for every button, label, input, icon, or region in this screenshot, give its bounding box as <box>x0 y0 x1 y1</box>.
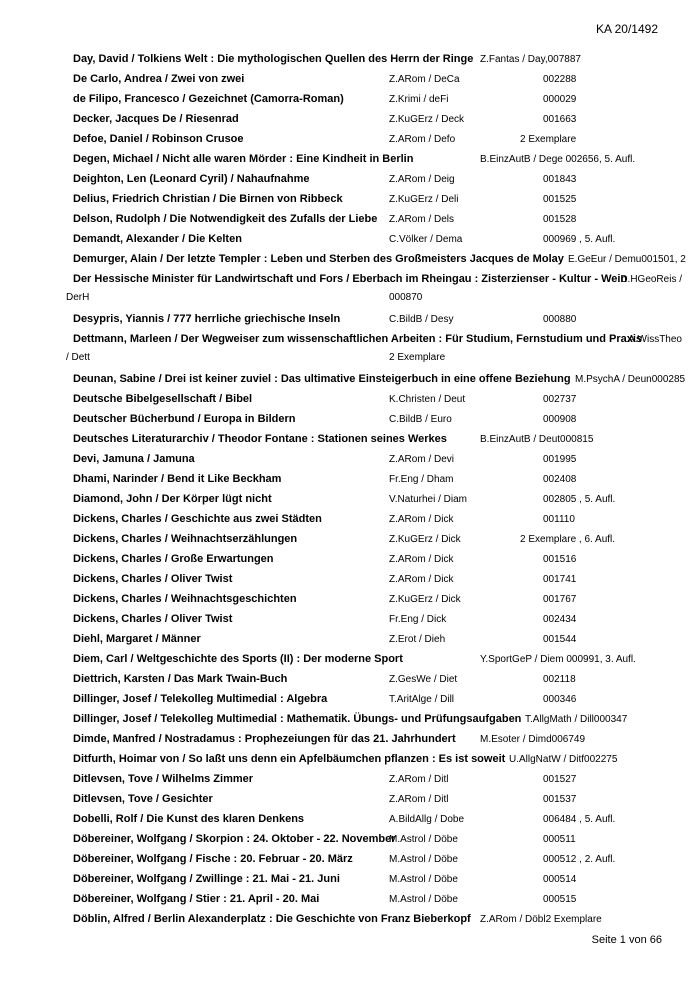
entry-title: Desypris, Yiannis / 777 herrliche griechische Inseln <box>73 313 341 325</box>
catalog-entry <box>0 752 700 772</box>
catalog-entry <box>0 572 700 592</box>
catalog-entry <box>0 332 700 372</box>
entry-number: 000515 <box>543 894 577 905</box>
catalog-entry <box>0 112 700 132</box>
catalog-entry <box>0 232 700 252</box>
entry-signature: Fr.Eng / Dick <box>389 614 447 625</box>
entry-number: 2 Exemplare , 6. Aufl. <box>520 534 616 545</box>
entry-signature: Z.KuGErz / Dick <box>389 594 461 605</box>
entry-number: 001537 <box>543 794 577 805</box>
entry-title: Demurger, Alain / Der letzte Templer : Leben und Sterben des Großmeisters Jacques de Molay <box>73 253 564 265</box>
entry-signature: C.BildB / Desy <box>389 314 454 325</box>
entry-title: Deutscher Bücherbund / Europa in Bildern <box>73 413 296 425</box>
entry-title: Dhami, Narinder / Bend it Like Beckham <box>73 473 282 485</box>
catalog-entry <box>0 412 700 432</box>
entry-title: Dickens, Charles / Oliver Twist <box>73 573 233 585</box>
catalog-entry <box>0 792 700 812</box>
entry-number: 002408 <box>543 474 577 485</box>
entry-number: 001767 <box>543 594 577 605</box>
catalog-entry <box>0 212 700 232</box>
entry-signature: Fr.Eng / Dham <box>389 474 454 485</box>
document-id: KA 20/1492 <box>595 22 658 36</box>
entry-signature-continued: / Dett <box>66 352 90 363</box>
entry-title: Döbereiner, Wolfgang / Fische : 20. Februar - 20. März <box>73 853 353 865</box>
catalog-entry <box>0 512 700 532</box>
entry-number: 001527 <box>543 774 577 785</box>
entry-signature: Z.ARom / Deig <box>389 174 455 185</box>
catalog-entry <box>0 732 700 752</box>
catalog-entry <box>0 552 700 572</box>
entry-number: 000029 <box>543 94 577 105</box>
catalog-entry <box>0 632 700 652</box>
entry-number: 001516 <box>543 554 577 565</box>
entry-number: 000870 <box>389 292 423 303</box>
catalog-entry <box>0 532 700 552</box>
entry-number: 001528 <box>543 214 577 225</box>
catalog-entry <box>0 72 700 92</box>
entry-title: Döbereiner, Wolfgang / Skorpion : 24. Oktober - 22. November <box>73 833 396 845</box>
entry-signature: A.BildAllg / Dobe <box>389 814 465 825</box>
entry-number: 000514 <box>543 874 577 885</box>
entry-number: 001525 <box>543 194 577 205</box>
entry-title: Döbereiner, Wolfgang / Zwillinge : 21. Mai - 21. Juni <box>73 873 340 885</box>
entry-title: Dickens, Charles / Oliver Twist <box>73 613 233 625</box>
entry-title: Ditlevsen, Tove / Wilhelms Zimmer <box>73 773 254 785</box>
entry-number: 002737 <box>543 394 577 405</box>
entry-title: Diettrich, Karsten / Das Mark Twain-Buch <box>73 673 288 685</box>
entry-number: 001995 <box>543 454 577 465</box>
entry-signature: D.HGeoReis / <box>620 274 682 285</box>
catalog-entry <box>0 912 700 932</box>
entry-title: De Carlo, Andrea / Zwei von zwei <box>73 73 245 85</box>
entry-signature: Z.ARom / Dick <box>389 554 454 565</box>
entry-signature: Z.Krimi / deFi <box>389 94 449 105</box>
entry-signature: B.EinzAutB / Dege 002656, 5. Aufl. <box>480 154 636 165</box>
entry-signature: Z.ARom / Devi <box>389 454 455 465</box>
entry-number: 000969 , 5. Aufl. <box>543 234 616 245</box>
catalog-entry <box>0 92 700 112</box>
catalog-entry <box>0 612 700 632</box>
entry-title: Deunan, Sabine / Drei ist keiner zuviel : Das ultimative Einsteigerbuch in eine offene Beziehung <box>73 373 571 385</box>
entry-title: Dickens, Charles / Weihnachtserzählungen <box>73 533 298 545</box>
entry-title: Döblin, Alfred / Berlin Alexanderplatz : Die Geschichte von Franz Bieberkopf <box>73 913 471 925</box>
entry-number: 000346 <box>543 694 577 705</box>
entry-number: 000511 <box>543 834 576 845</box>
catalog-entry <box>0 852 700 872</box>
entry-number: 002118 <box>543 674 576 685</box>
catalog-entry <box>0 492 700 512</box>
catalog-entry <box>0 832 700 852</box>
entry-number: 001741 <box>543 574 577 585</box>
entry-signature: Y.SportGeP / Diem 000991, 3. Aufl. <box>480 654 636 665</box>
entry-signature: M.Astrol / Döbe <box>389 874 458 885</box>
catalog-entry <box>0 672 700 692</box>
entry-title: Dillinger, Josef / Telekolleg Multimedial : Algebra <box>73 693 328 705</box>
catalog-entry <box>0 152 700 172</box>
entry-title: Demandt, Alexander / Die Kelten <box>73 233 242 245</box>
page-number: Seite 1 von 66 <box>591 934 662 946</box>
entry-number: 000908 <box>543 414 577 425</box>
entry-title: Deighton, Len (Leonard Cyril) / Nahaufnahme <box>73 173 310 185</box>
entry-signature: Z.ARom / Ditl <box>389 794 449 805</box>
entry-signature: B.EinzAutB / Deut000815 <box>480 434 594 445</box>
entry-signature: Z.ARom / Dick <box>389 514 454 525</box>
entry-signature: Z.KuGErz / Dick <box>389 534 461 545</box>
entry-title: Devi, Jamuna / Jamuna <box>73 453 195 465</box>
catalog-entry <box>0 472 700 492</box>
catalog-entry <box>0 192 700 212</box>
entry-signature: Z.ARom / Defo <box>389 134 456 145</box>
entry-title: Dobelli, Rolf / Die Kunst des klaren Denkens <box>73 813 305 825</box>
entry-number: 006484 , 5. Aufl. <box>543 814 616 825</box>
entry-number: 002434 <box>543 614 577 625</box>
entry-title: Defoe, Daniel / Robinson Crusoe <box>73 133 244 145</box>
entry-signature: Z.ARom / Dels <box>389 214 455 225</box>
catalog-entry <box>0 172 700 192</box>
entry-number: 000880 <box>543 314 577 325</box>
entry-title: Day, David / Tolkiens Welt : Die mythologischen Quellen des Herrn der Ringe <box>73 53 474 65</box>
entry-signature: M.PsychA / Deun000285 <box>575 374 686 385</box>
entry-title: Der Hessische Minister für Landwirtschaft und Fors / Eberbach im Rheingau : Zisterzienser - Kultur - Wein <box>73 273 628 285</box>
entry-signature: M.Astrol / Döbe <box>389 854 458 865</box>
entry-number: 002805 , 5. Aufl. <box>543 494 616 505</box>
entry-title: Deutsche Bibelgesellschaft / Bibel <box>73 393 253 405</box>
entry-signature: Z.KuGErz / Deli <box>389 194 459 205</box>
entry-title: Decker, Jacques De / Riesenrad <box>73 113 239 125</box>
entry-title: Dimde, Manfred / Nostradamus : Prophezeiungen für das 21. Jahrhundert <box>73 733 456 745</box>
entry-title: Dickens, Charles / Geschichte aus zwei Städten <box>73 513 322 525</box>
catalog-entry <box>0 712 700 732</box>
entry-title: Ditfurth, Hoimar von / So laßt uns denn ein Apfelbäumchen pflanzen : Es ist soweit <box>73 753 506 765</box>
catalog-entry <box>0 392 700 412</box>
entry-signature: E.GeEur / Demu001501, 2 <box>568 254 686 265</box>
entry-title: Deutsches Literaturarchiv / Theodor Fontane : Stationen seines Werkes <box>73 433 447 445</box>
catalog-entry <box>0 252 700 272</box>
entry-title: de Filipo, Francesco / Gezeichnet (Camorra-Roman) <box>73 93 344 105</box>
entry-number: 001110 <box>543 514 575 525</box>
catalog-entry <box>0 132 700 152</box>
entry-signature: K.Christen / Deut <box>389 394 466 405</box>
entry-signature: C.Völker / Dema <box>389 234 463 245</box>
entry-signature: Z.ARom / Döbl2 Exemplare <box>480 914 602 925</box>
entry-title: Diem, Carl / Weltgeschichte des Sports (II) : Der moderne Sport <box>73 653 403 665</box>
entry-number: 2 Exemplare <box>520 134 577 145</box>
catalog-entry <box>0 772 700 792</box>
entry-number: 001663 <box>543 114 577 125</box>
catalog-entry <box>0 372 700 392</box>
entry-number: 2 Exemplare <box>389 352 446 363</box>
catalog-entry <box>0 52 700 72</box>
entry-signature: M.Esoter / Dimd006749 <box>480 734 586 745</box>
entry-title: Degen, Michael / Nicht alle waren Mörder : Eine Kindheit in Berlin <box>73 153 414 165</box>
entry-signature-continued: DerH <box>66 292 90 303</box>
catalog-entry <box>0 892 700 912</box>
entry-signature: Z.GesWe / Diet <box>389 674 458 685</box>
entry-signature: M.Astrol / Döbe <box>389 894 458 905</box>
entry-signature: M.Astrol / Döbe <box>389 834 458 845</box>
entry-signature: U.AllgNatW / Ditf002275 <box>509 754 618 765</box>
entry-title: Diamond, John / Der Körper lügt nicht <box>73 493 272 505</box>
entry-signature: Z.ARom / Dick <box>389 574 454 585</box>
entry-number: 001843 <box>543 174 577 185</box>
entry-title: Dickens, Charles / Große Erwartungen <box>73 553 274 565</box>
catalog-entry <box>0 652 700 672</box>
catalog-entry <box>0 272 700 312</box>
entry-signature: Z.Erot / Dieh <box>389 634 446 645</box>
entry-title: Dickens, Charles / Weihnachtsgeschichten <box>73 593 297 605</box>
catalog-entry <box>0 812 700 832</box>
entry-signature: C.BildB / Euro <box>389 414 452 425</box>
entry-signature: V.Naturhei / Diam <box>389 494 467 505</box>
entry-number: 002288 <box>543 74 577 85</box>
entry-signature: Z.Fantas / Day,007887 <box>480 54 581 65</box>
entry-signature: Z.ARom / DeCa <box>389 74 460 85</box>
entry-signature: Z.ARom / Ditl <box>389 774 449 785</box>
entry-title: Diehl, Margaret / Männer <box>73 633 201 645</box>
entry-title: Delius, Friedrich Christian / Die Birnen von Ribbeck <box>73 193 343 205</box>
entry-title: Ditlevsen, Tove / Gesichter <box>73 793 213 805</box>
entry-signature: A.WissTheo <box>628 334 682 345</box>
entry-title: Dettmann, Marleen / Der Wegweiser zum wissenschaftlichen Arbeiten : Für Studium, Fernstudium und Praxis <box>73 333 643 345</box>
entry-signature: T.AllgMath / Dill000347 <box>525 714 628 725</box>
catalog-entry <box>0 312 700 332</box>
entry-number: 001544 <box>543 634 577 645</box>
catalog-entry <box>0 592 700 612</box>
catalog-entry <box>0 432 700 452</box>
entry-number: 000512 , 2. Aufl. <box>543 854 616 865</box>
entry-title: Delson, Rudolph / Die Notwendigkeit des Zufalls der Liebe <box>73 213 378 225</box>
entry-title: Döbereiner, Wolfgang / Stier : 21. April - 20. Mai <box>73 893 320 905</box>
catalog-list <box>0 52 700 932</box>
entry-title: Dillinger, Josef / Telekolleg Multimedial : Mathematik. Übungs- und Prüfungsaufgaben <box>73 713 522 725</box>
catalog-entry <box>0 872 700 892</box>
entry-signature: T.AritAlge / Dill <box>389 694 455 705</box>
catalog-entry <box>0 452 700 472</box>
entry-signature: Z.KuGErz / Deck <box>389 114 465 125</box>
catalog-entry <box>0 692 700 712</box>
